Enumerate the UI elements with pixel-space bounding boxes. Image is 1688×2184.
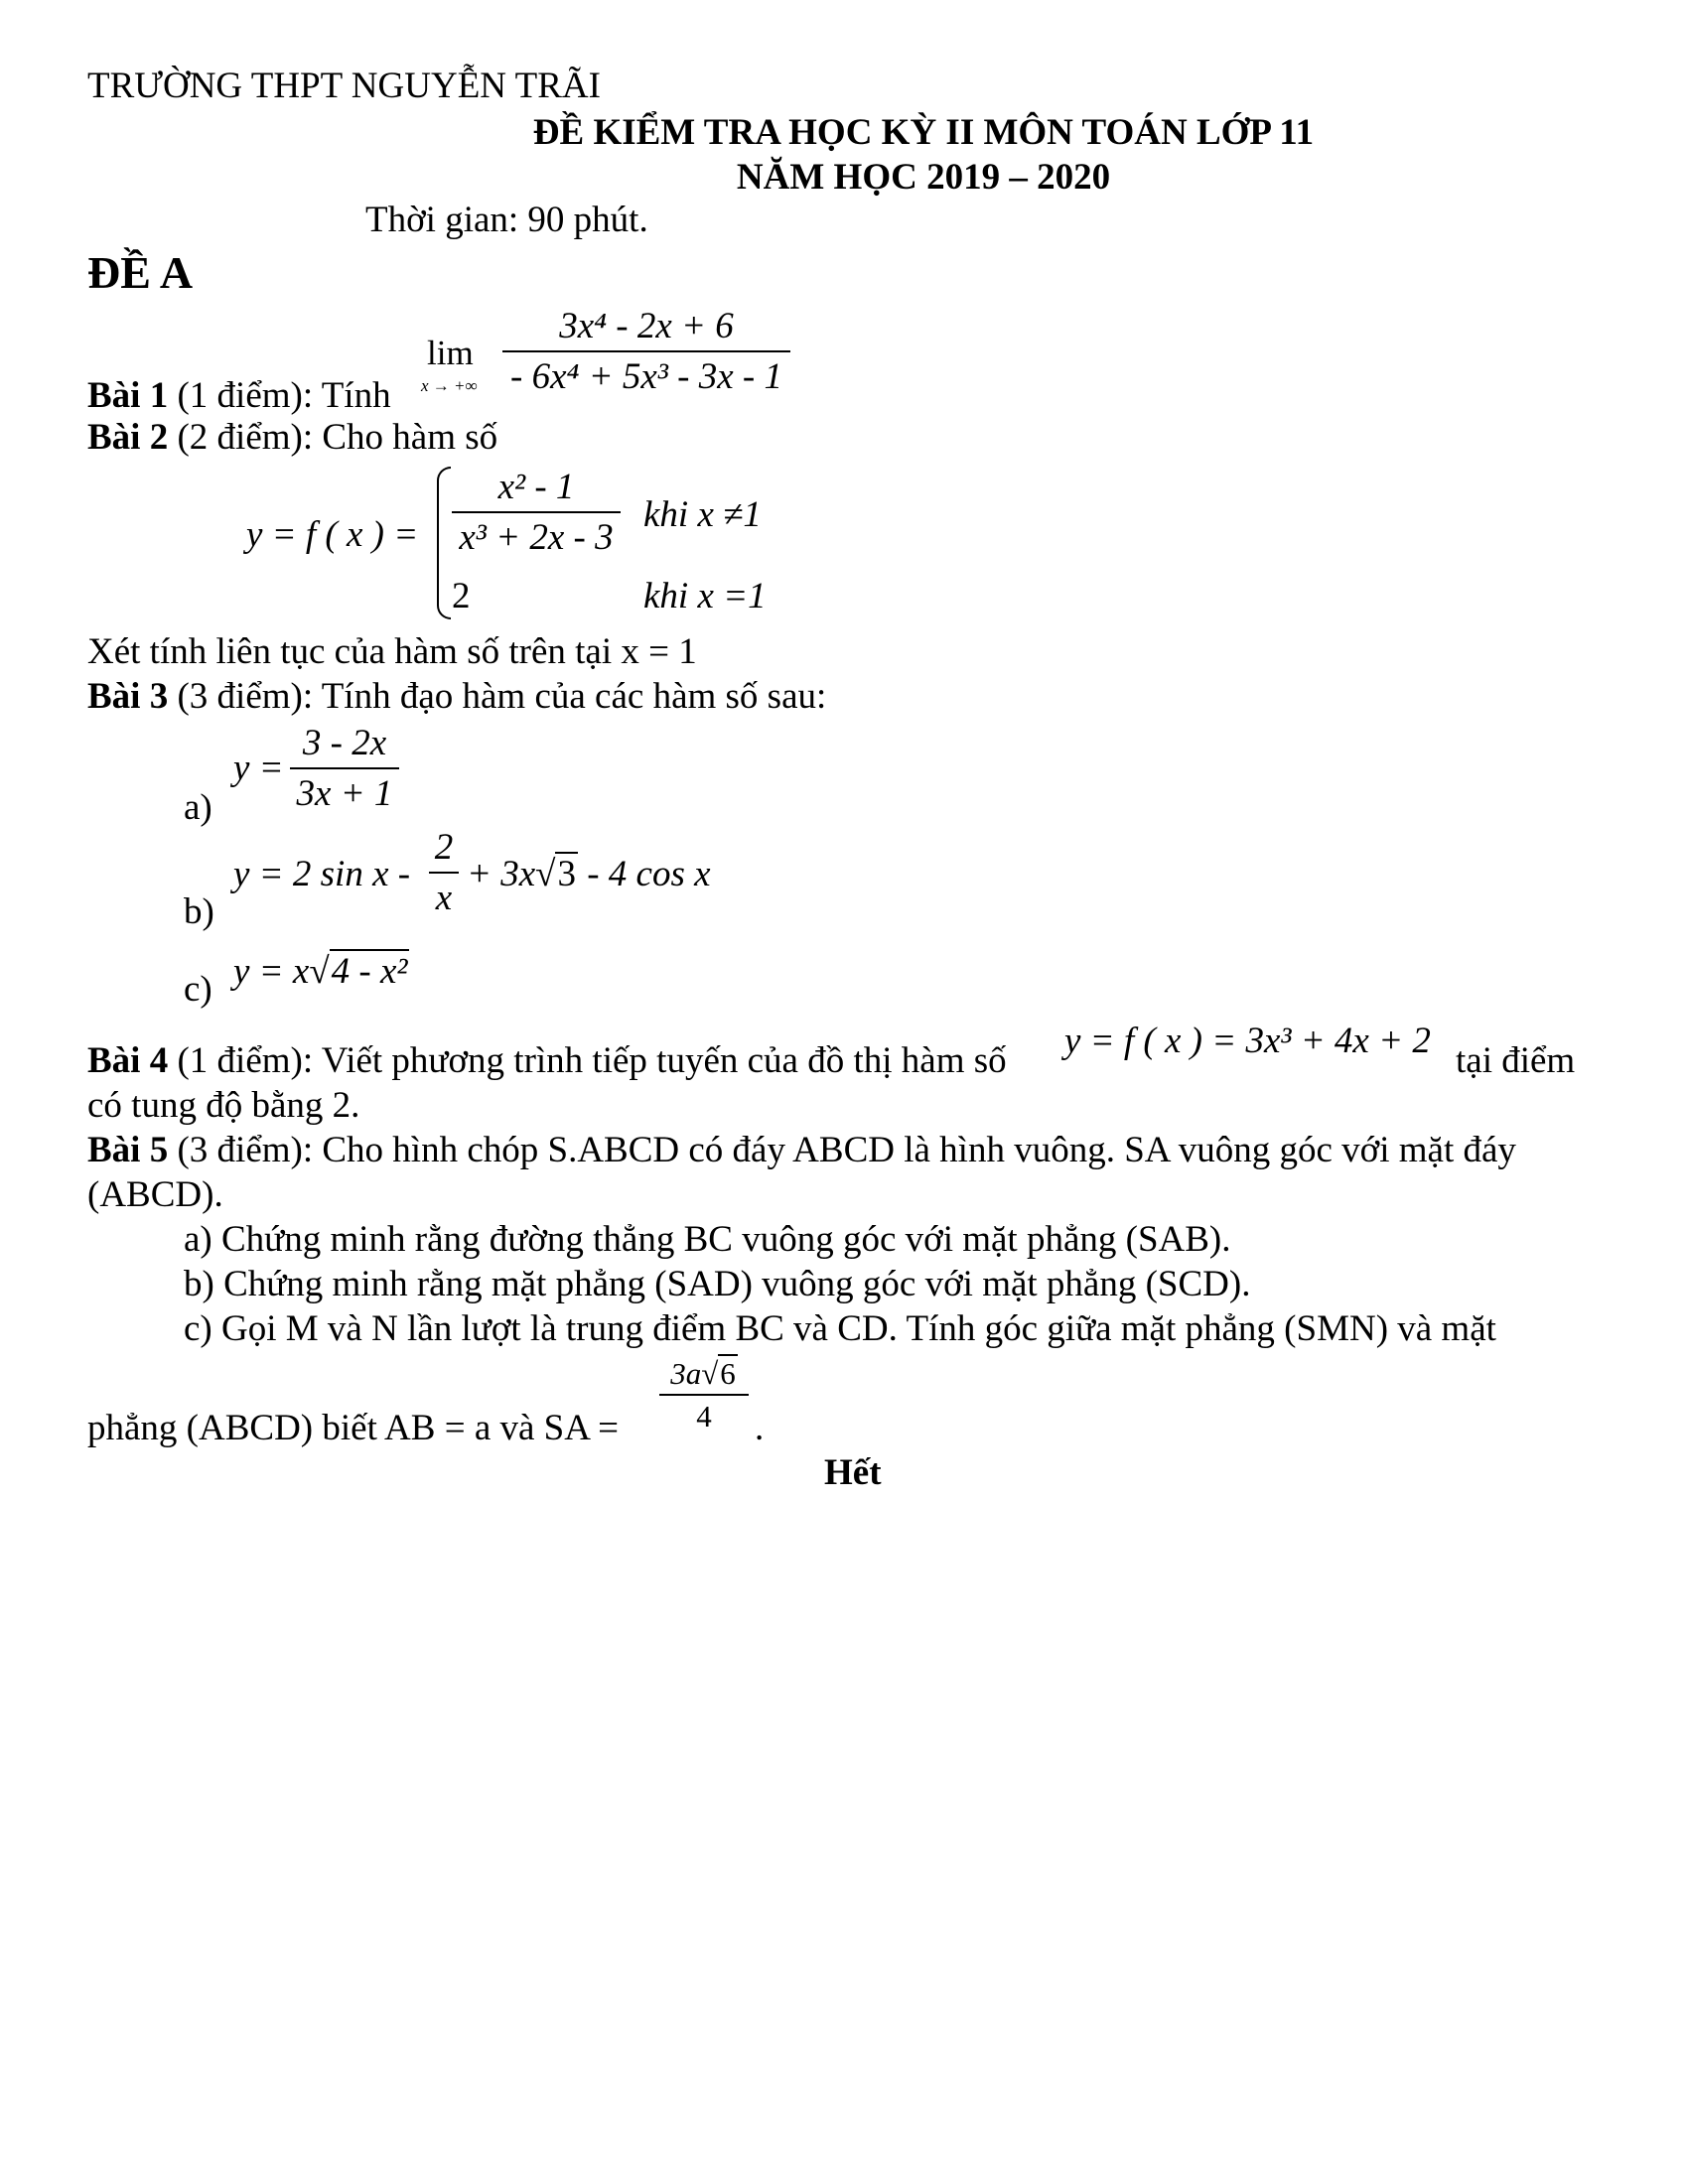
bai3-b-term: + 3x <box>467 854 536 894</box>
bai4-label: Bài 4 <box>87 1040 169 1081</box>
bai3-points: (3 điểm): Tính đạo hàm của các hàm số sau: <box>168 676 827 717</box>
bai1-lim-sub: x → +∞ <box>421 376 478 395</box>
exam-title: ĐỀ KIỂM TRA HỌC KỲ II MÔN TOÁN LỚP 11 <box>532 112 1315 153</box>
bai3-b-fraction <box>429 829 459 916</box>
bai5-label: Bài 5 <box>87 1130 169 1170</box>
bai5-text2: (ABCD). <box>87 1174 223 1215</box>
bai4-text3: có tung độ bằng 2. <box>87 1085 360 1126</box>
bai4-heading <box>87 1042 1007 1079</box>
bai3-c-sqrt-radicand: 4 - x² <box>331 951 408 992</box>
bai1-lim: lim <box>427 334 474 372</box>
bai2-case1-numerator: x² - 1 <box>497 467 575 507</box>
bai3-a-fraction <box>290 725 399 812</box>
bai2-points: (2 điểm): Cho hàm số <box>168 417 498 458</box>
bai1-heading <box>87 377 391 414</box>
bai3-c-sqrt: √4 - x² <box>309 951 408 992</box>
bai3-b-denominator: x <box>435 878 453 918</box>
exam-variant: ĐỀ A <box>87 247 194 298</box>
bai1-points: (1 điểm): Tính <box>168 375 391 416</box>
school-name: TRƯỜNG THPT NGUYỄN TRÃI <box>87 66 601 106</box>
bai2-brace <box>437 467 451 619</box>
bai3-heading <box>87 678 826 715</box>
bai5-heading <box>87 1132 1516 1168</box>
bai4-text1: (1 điểm): Viết phương trình tiếp tuyến của đồ thị hàm số <box>168 1040 1007 1081</box>
bai5-text1: (3 điểm): Cho hình chóp S.ABCD có đáy ABCD là hình vuông. SA vuông góc với mặt đáy <box>168 1130 1516 1170</box>
bai3-b-numerator: 2 <box>434 827 454 868</box>
bai1-denominator: - 6x⁴ + 5x³ - 3x - 1 <box>510 356 782 397</box>
bai3-a-numerator: 3 - 2x <box>302 723 387 763</box>
bai3-a-label: a) <box>184 787 212 828</box>
end-mark: Hết <box>824 1452 882 1493</box>
bai5-part-c-cont: phẳng (ABCD) biết AB = a và SA = <box>87 1408 620 1448</box>
bai5-part-a: a) Chứng minh rằng đường thẳng BC vuông góc với mặt phẳng (SAB). <box>184 1219 1231 1260</box>
bai5-numerator-radicand: 6 <box>720 1356 736 1391</box>
bai3-b-expr1: y = 2 sin x - <box>233 854 411 894</box>
bai4-text2: tại điểm <box>1456 1040 1576 1081</box>
bai3-b-sqrt-radicand: 3 <box>557 854 576 894</box>
bai5-numerator <box>659 1358 749 1389</box>
bai1-label: Bài 1 <box>87 375 169 416</box>
bai3-label: Bài 3 <box>87 676 169 717</box>
bai2-case2-condition: khi x =1 <box>643 576 767 616</box>
bai3-a-lhs: y = <box>233 748 284 788</box>
bai5-numerator-coef: 3a <box>670 1356 702 1391</box>
bai5-fraction <box>659 1358 749 1432</box>
bai3-b-sqrt: √3 <box>535 854 576 894</box>
bai3-b-expr2 <box>467 856 711 892</box>
bai3-c-label: c) <box>184 969 212 1010</box>
bai2-case2-value: 2 <box>452 576 471 616</box>
bai1-numerator: 3x⁴ - 2x + 6 <box>559 306 734 346</box>
bai5-part-b: b) Chứng minh rằng mặt phẳng (SAD) vuông góc với mặt phẳng (SCD). <box>184 1264 1251 1304</box>
bai3-c-expr <box>233 953 409 990</box>
bai5-end-dot: . <box>755 1408 765 1448</box>
bai5-part-c: c) Gọi M và N lần lượt là trung điểm BC và CD. Tính góc giữa mặt phẳng (SMN) và mặt <box>184 1308 1496 1349</box>
school-year: NĂM HỌC 2019 – 2020 <box>736 157 1111 198</box>
bai2-label: Bài 2 <box>87 417 169 458</box>
bai3-a-denominator: 3x + 1 <box>296 773 393 814</box>
bai2-heading <box>87 419 497 456</box>
bai2-case1-fraction <box>452 469 621 556</box>
bai5-denominator: 4 <box>696 1399 712 1433</box>
bai3-b-label: b) <box>184 891 214 932</box>
bai4-function: y = f ( x ) = 3x³ + 4x + 2 <box>1064 1021 1431 1061</box>
bai2-case1-condition: khi x ≠1 <box>643 494 762 535</box>
bai3-c-lhs: y = x <box>233 951 310 992</box>
exam-time: Thời gian: 90 phút. <box>365 200 648 240</box>
bai2-case1-denominator: x³ + 2x - 3 <box>459 517 614 558</box>
bai1-fraction <box>502 308 790 395</box>
bai2-lhs: y = f ( x ) = <box>246 514 419 555</box>
bai2-question: Xét tính liên tục của hàm số trên tại x = 1 <box>87 631 697 672</box>
bai5-numerator-sqrt: √6 <box>701 1356 736 1391</box>
bai3-b-term3: - 4 cos x <box>587 854 711 894</box>
